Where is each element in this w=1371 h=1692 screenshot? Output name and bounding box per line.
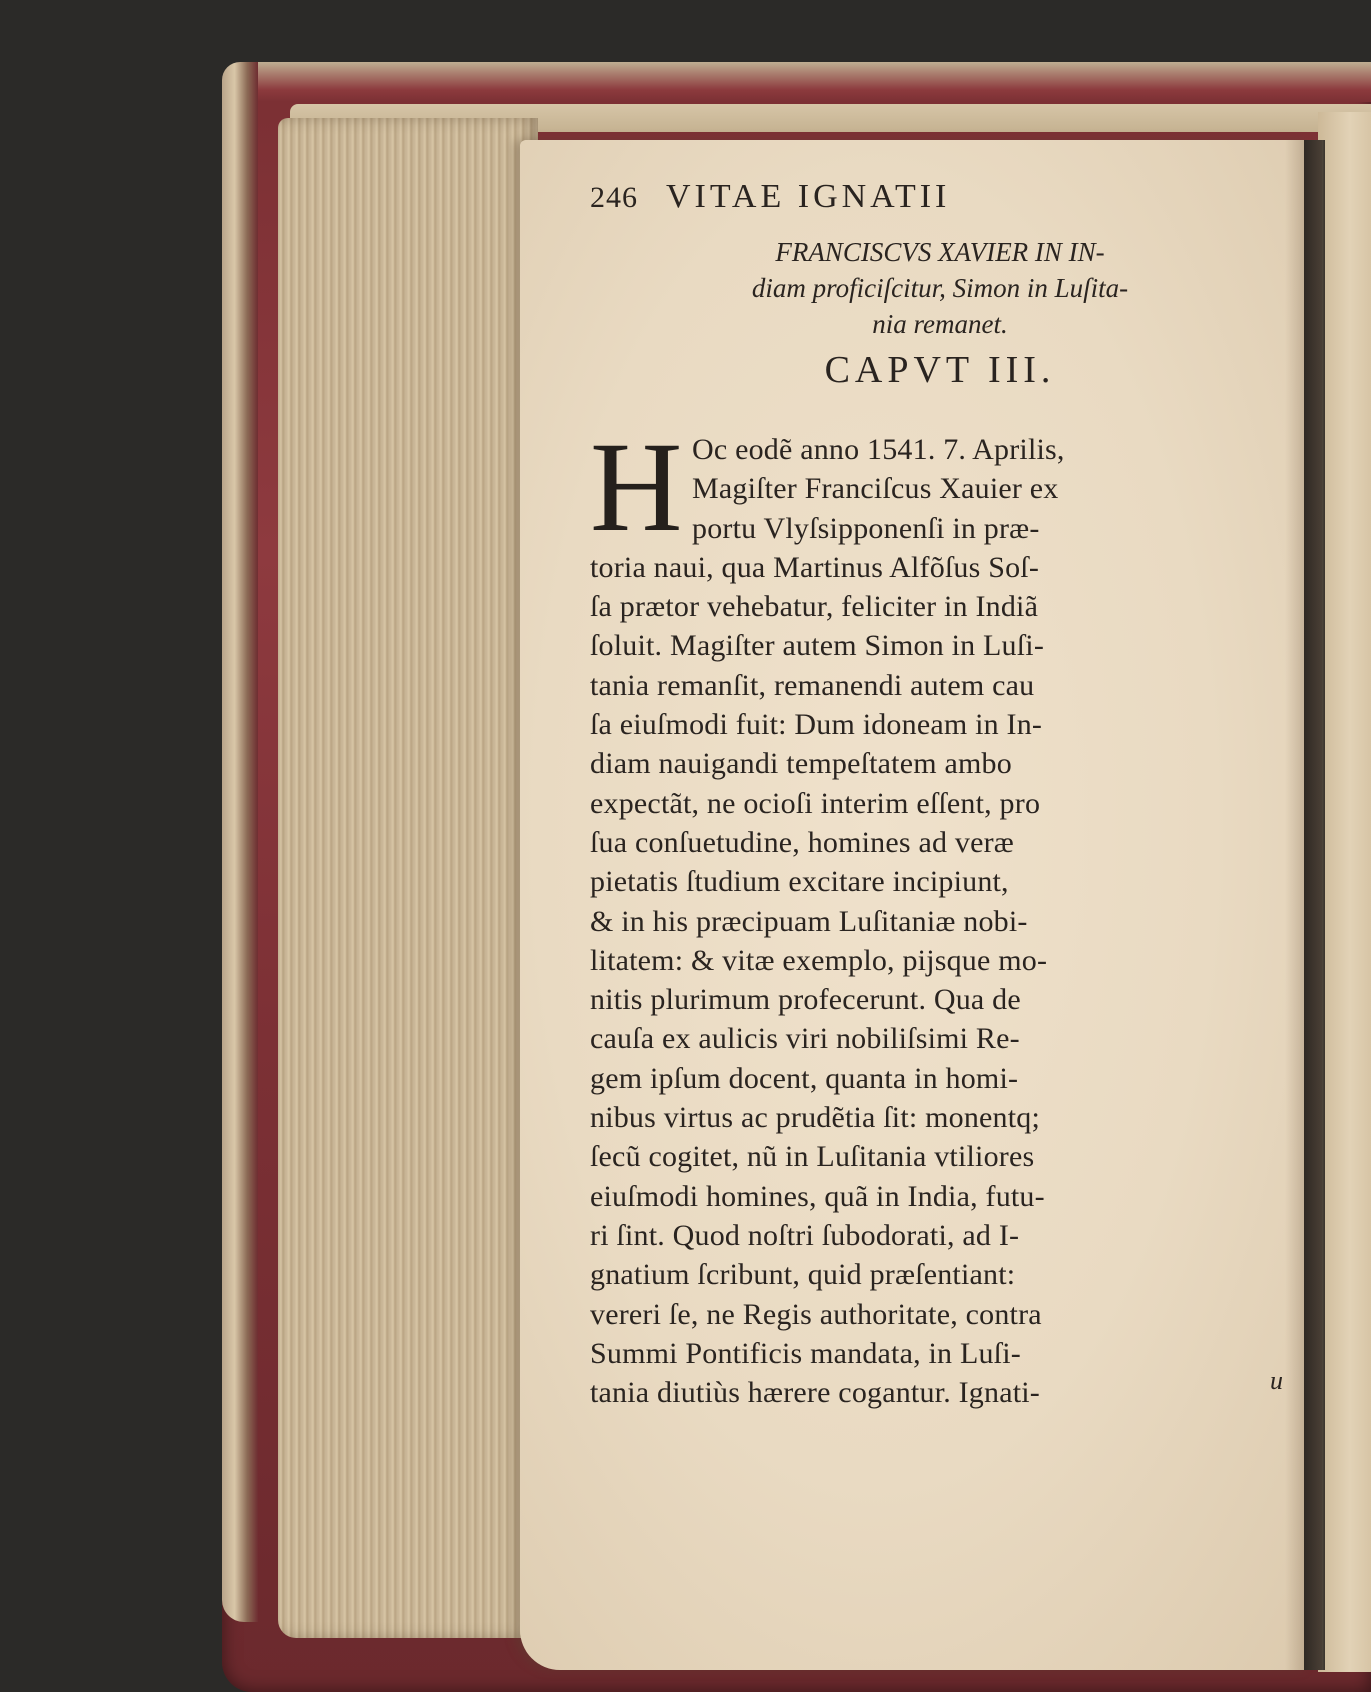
running-head [590,178,1280,226]
text-line: vereri ſe, ne Regis authoritate, contra [590,1297,1042,1331]
text-line: ſoluit. Magiſter autem Simon in Luſi- [590,629,1045,663]
text-line: portu Vlyſsipponenſi in præ- [692,511,1040,545]
cover-spine-edge [222,62,258,1622]
text-line: toria naui, qua Martinus Alfõſus Soſ- [590,550,1040,584]
chapter-number: CAPVT III. [824,349,1056,391]
text-line: Summi Pontificis mandata, in Luſi- [590,1336,1021,1370]
chapter-heading [590,234,1290,342]
page-number: 246 [590,181,638,214]
text-line: & in his præcipuam Luſitaniæ nobi- [590,904,1028,938]
page-block-fore-edge [278,118,538,1638]
facing-page [1318,112,1371,1672]
text-line: ſua conſuetudine, homines ad veræ [590,825,1014,859]
text-line: ſa prætor vehebatur, feliciter in Indiã [590,590,1039,624]
text-line: Oc eodẽ anno 1541. 7. Aprilis, [692,433,1065,466]
body-text [590,430,1290,1412]
text-line: gnatium ſcribunt, quid præſentiant: [590,1258,1016,1292]
text-line: tania remanſit, remanendi autem cau [590,668,1035,702]
text-line: ſecũ cogitet, nũ in Luſitania vtiliores [590,1140,1035,1174]
text-line: ri ſint. Quod noſtri ſubodorati, ad I- [590,1218,1020,1252]
text-line: cauſa ex aulicis viri nobiliſsimi Re- [590,1022,1020,1056]
drop-cap: H [590,416,683,558]
text-line: eiuſmodi homines, quã in India, futu- [590,1179,1045,1213]
text-line: expectãt, ne ocioſi interim eſſent, pro [590,786,1041,820]
text-line: diam nauigandi tempeſtatem ambo [590,747,1012,781]
catchword: u [1270,1366,1283,1395]
text-line: nitis plurimum profecerunt. Qua de [590,983,1021,1017]
running-title: VITAE IGNATII [666,178,951,215]
text-line: Magiſter Franciſcus Xauier ex [692,472,1059,506]
text-line: litatem: & vitæ exemplo, pijsque mo- [590,943,1048,977]
cover-top-edge [240,62,1371,102]
heading-line: nia remanet. [872,309,1008,339]
text-line: ſa eiuſmodi fuit: Dum idoneam in In- [590,708,1043,742]
heading-line: diam proficiſcitur, Simon in Luſita- [751,273,1129,303]
text-line: tania diutiùs hærere cogantur. Ignati- [590,1376,1040,1410]
text-line: pietatis ſtudium excitare incipiunt, [590,865,1009,899]
heading-line: FRANCISCVS XAVIER IN IN- [775,237,1105,267]
page-fold [1304,140,1322,1670]
text-line: nibus virtus ac prudẽtia ſit: monentq; [590,1101,1041,1135]
text-line: gem ipſum docent, quanta in homi- [590,1061,1019,1095]
